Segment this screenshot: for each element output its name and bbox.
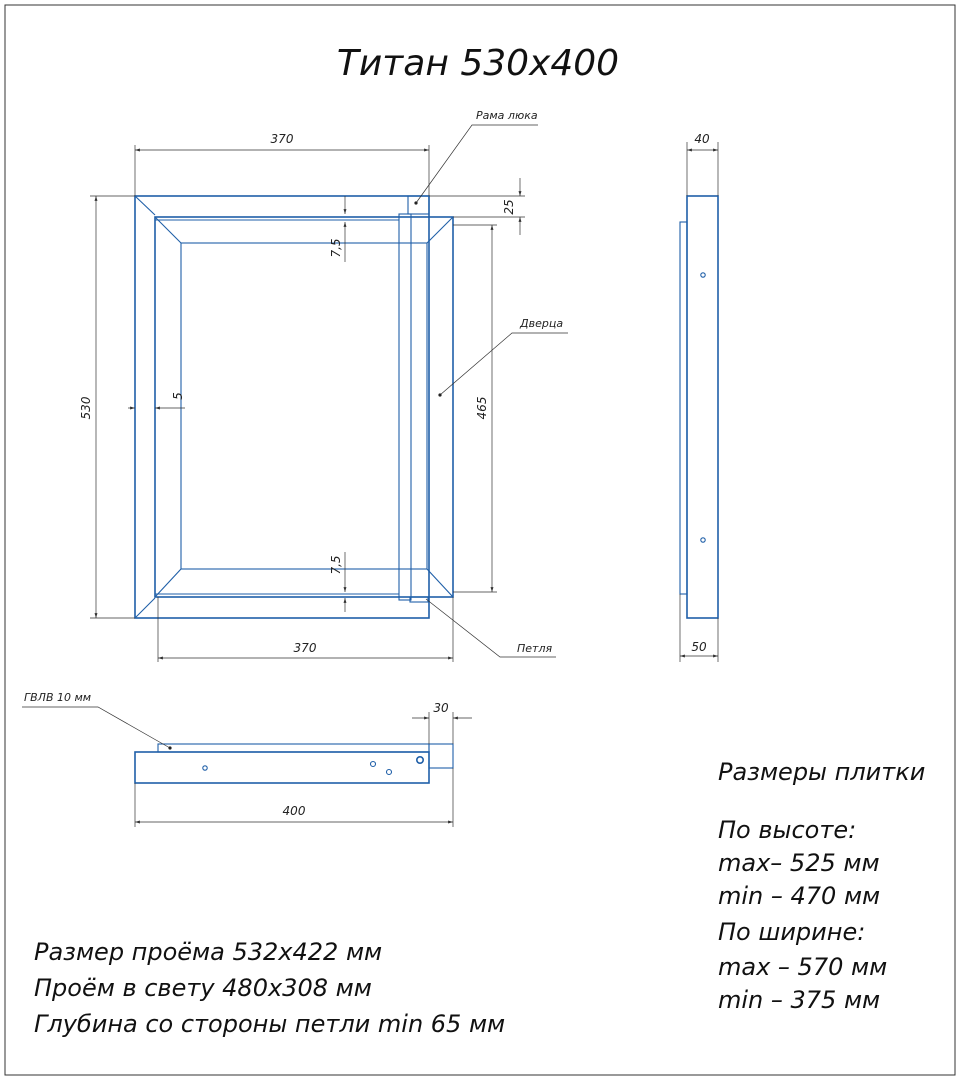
- side-view: [680, 196, 718, 618]
- dim-bottom-width: 370: [293, 641, 317, 655]
- label-door: Дверца: [520, 317, 564, 330]
- note-hinge-depth: Глубина со стороны петли min 65 мм: [34, 1010, 506, 1038]
- dim-gap-top: 25: [502, 199, 516, 215]
- tile-height-label: По высоте:: [718, 816, 857, 844]
- opening-notes: [34, 938, 505, 1038]
- leaders: [414, 109, 568, 657]
- tile-heading: Размеры плитки: [718, 758, 926, 786]
- dim-door-height: 465: [475, 396, 489, 420]
- tile-width-label: По ширине:: [718, 918, 866, 946]
- note-clear-opening: Проём в свету 480х308 мм: [34, 974, 372, 1002]
- dim-inset-top: 7,5: [329, 238, 343, 258]
- door-inner: [181, 243, 427, 569]
- side-dimensions: [680, 132, 718, 662]
- bottom-body: [135, 752, 429, 783]
- dim-bottom-width-view: 400: [282, 804, 306, 818]
- dim-inset-bottom: 7,5: [329, 555, 343, 575]
- door-outer: [155, 217, 453, 597]
- dim-side-gap: 5: [171, 392, 185, 400]
- side-body: [687, 196, 718, 618]
- label-hinge: Петля: [517, 642, 553, 655]
- dim-top-width: 370: [270, 132, 294, 146]
- tile-height-max: max– 525 мм: [718, 849, 880, 877]
- label-board: ГВЛВ 10 мм: [24, 691, 92, 704]
- label-frame: Рама люка: [476, 109, 538, 122]
- bottom-view: [135, 744, 453, 783]
- tile-width-max: max – 570 мм: [718, 953, 888, 981]
- hinge-strip: [399, 214, 411, 600]
- sheet-border: [5, 5, 955, 1075]
- tile-sizes: [718, 758, 925, 1014]
- note-opening-size: Размер проёма 532х422 мм: [34, 938, 383, 966]
- dim-bottom-offset: 30: [433, 701, 449, 715]
- front-dimensions: [79, 132, 525, 662]
- dim-side-top: 40: [694, 132, 710, 146]
- bottom-dimensions: [22, 691, 472, 827]
- outer-frame: [135, 196, 429, 618]
- dim-height: 530: [79, 396, 93, 420]
- tile-height-min: min – 470 мм: [718, 882, 881, 910]
- drawing-title: Титан 530х400: [336, 43, 620, 84]
- tile-width-min: min – 375 мм: [718, 986, 881, 1014]
- dim-side-bottom: 50: [691, 640, 707, 654]
- front-view: [135, 196, 453, 618]
